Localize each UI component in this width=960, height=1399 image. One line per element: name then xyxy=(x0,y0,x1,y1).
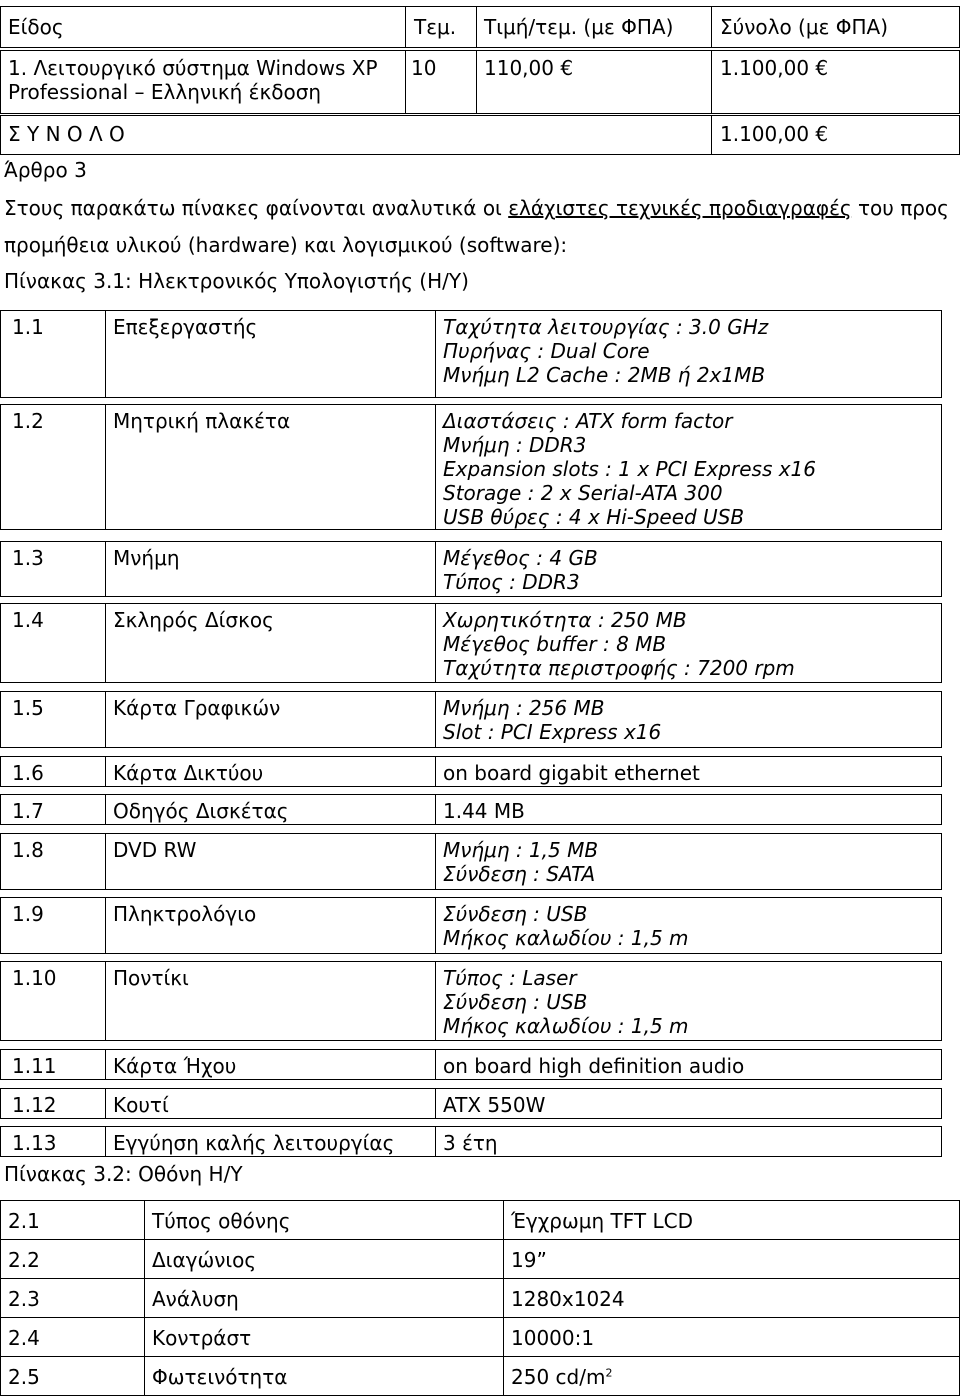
header-qty: Τεμ. xyxy=(414,15,457,39)
row-qty: 10 xyxy=(411,56,437,80)
spec-number: 1.2 xyxy=(12,409,44,433)
spec-number: 1.5 xyxy=(12,696,44,720)
spec-values xyxy=(443,409,816,529)
spec-value-line: 3 έτη xyxy=(443,1131,498,1155)
spec-name: Μνήμη xyxy=(113,546,180,570)
spec-value-line: Expansion slots : 1 x PCI Express x16 xyxy=(443,457,817,481)
spec-number: 1.10 xyxy=(12,966,57,990)
spec-number: 1.8 xyxy=(12,838,44,862)
paragraph-text-a: Στους παρακάτω πίνακες φαίνονται αναλυτικά οι xyxy=(4,196,509,220)
spec-number: 1.6 xyxy=(12,761,44,785)
monitor-value: 19” xyxy=(511,1248,547,1272)
spec-name: Ποντίκι xyxy=(113,966,189,990)
spec-value-line: Σύνδεση : USB xyxy=(443,990,588,1014)
sum-label: Σ Υ Ν Ο Λ Ο xyxy=(8,122,125,146)
spec-name: Οδηγός Δισκέτας xyxy=(113,799,289,823)
header-total: Σύνολο (με ΦΠΑ) xyxy=(720,15,889,39)
spec-name: Κάρτα Δικτύου xyxy=(113,761,264,785)
spec-value-line: 1.44 MB xyxy=(443,799,525,823)
spec-number: 1.4 xyxy=(12,608,44,632)
spec-name: Κάρτα Ήχου xyxy=(113,1054,237,1078)
row-item-line2: Professional – Ελληνική έκδοση xyxy=(8,80,322,104)
spec-number: 1.3 xyxy=(12,546,44,570)
spec-values xyxy=(443,608,795,680)
spec-value-line: Μέγεθος : 4 GB xyxy=(443,546,598,570)
spec-value-line: Μήκος καλωδίου : 1,5 m xyxy=(443,1014,689,1038)
spec-number: 1.13 xyxy=(12,1131,57,1155)
spec-values xyxy=(443,1093,545,1117)
spec-value-line: Μήκος καλωδίου : 1,5 m xyxy=(443,926,689,950)
paragraph-text-b: του προς xyxy=(851,196,949,220)
monitor-number: 2.2 xyxy=(8,1248,40,1272)
spec-name: Εγγύηση καλής λειτουργίας xyxy=(113,1131,395,1155)
table2-caption: Πίνακας 3.2: Οθόνη Η/Υ xyxy=(4,1162,243,1186)
spec-value-line: Μνήμη : 256 MB xyxy=(443,696,605,720)
spec-name: Μητρική πλακέτα xyxy=(113,409,291,433)
spec-values xyxy=(443,799,525,823)
monitor-value: 10000:1 xyxy=(511,1326,595,1350)
spec-number: 1.9 xyxy=(12,902,44,926)
row-total: 1.100,00 € xyxy=(720,56,829,80)
monitor-value: Έγχρωμη TFT LCD xyxy=(511,1209,693,1233)
spec-values xyxy=(443,546,598,594)
spec-value-line: Storage : 2 x Serial-ATA 300 xyxy=(443,481,723,505)
spec-value-line: Μνήμη L2 Cache : 2MB ή 2x1MB xyxy=(443,363,766,387)
spec-number: 1.11 xyxy=(12,1054,57,1078)
spec-value-line: on board high definition audio xyxy=(443,1054,745,1078)
spec-value-line: USB θύρες : 4 x Hi-Speed USB xyxy=(443,505,745,529)
spec-value-line: Σύνδεση : SATA xyxy=(443,862,596,886)
spec-value-line: Σύνδεση : USB xyxy=(443,902,588,926)
spec-values xyxy=(443,902,689,950)
monitor-number: 2.5 xyxy=(8,1365,40,1389)
spec-name: Σκληρός Δίσκος xyxy=(113,608,274,632)
spec-values xyxy=(443,838,598,886)
monitor-value-superscript: 2 xyxy=(605,1366,613,1380)
monitor-name: Φωτεινότητα xyxy=(152,1365,288,1389)
spec-link: ελάχιστες τεχνικές προδιαγραφές xyxy=(508,196,852,220)
monitor-name: Κοντράστ xyxy=(152,1326,252,1350)
header-unit-price: Τιμή/τεμ. (με ΦΠΑ) xyxy=(484,15,674,39)
spec-values xyxy=(443,966,689,1038)
spec-values xyxy=(443,1054,744,1078)
article-title: Άρθρο 3 xyxy=(4,158,87,182)
monitor-number: 2.1 xyxy=(8,1209,40,1233)
article-paragraph-line1 xyxy=(4,196,949,220)
spec-value-line: Μνήμη : DDR3 xyxy=(443,433,587,457)
spec-cell-values xyxy=(435,1126,942,1157)
monitor-name: Διαγώνιος xyxy=(152,1248,257,1272)
spec-number: 1.1 xyxy=(12,315,44,339)
spec-number: 1.7 xyxy=(12,799,44,823)
spec-value-line: Πυρήνας : Dual Core xyxy=(443,339,650,363)
article-paragraph-line2: προμήθεια υλικού (hardware) και λογισμικού (software): xyxy=(4,233,568,257)
spec-value-line: Slot : PCI Express x16 xyxy=(443,720,662,744)
monitor-number: 2.3 xyxy=(8,1287,40,1311)
spec-value-line: on board gigabit ethernet xyxy=(443,761,700,785)
spec-value-line: ATX 550W xyxy=(443,1093,546,1117)
spec-value-line: Ταχύτητα λειτουργίας : 3.0 GHz xyxy=(443,315,769,339)
monitor-cell-value xyxy=(503,1239,960,1279)
sum-value: 1.100,00 € xyxy=(720,122,829,146)
table1-caption: Πίνακας 3.1: Ηλεκτρονικός Υπολογιστής (Η/Υ) xyxy=(4,269,469,293)
monitor-number: 2.4 xyxy=(8,1326,40,1350)
spec-value-line: Ταχύτητα περιστροφής : 7200 rpm xyxy=(443,656,795,680)
spec-values xyxy=(443,315,768,387)
spec-values xyxy=(443,1131,498,1155)
spec-value-line: Μνήμη : 1,5 MB xyxy=(443,838,599,862)
monitor-name: Ανάλυση xyxy=(152,1287,239,1311)
monitor-value: 1280x1024 xyxy=(511,1287,625,1311)
spec-value-line: Τύπος : Laser xyxy=(443,966,577,990)
header-item: Είδος xyxy=(8,15,64,39)
spec-name: Κουτί xyxy=(113,1093,169,1117)
spec-name: Πληκτρολόγιο xyxy=(113,902,257,926)
spec-name: Κάρτα Γραφικών xyxy=(113,696,281,720)
spec-value-line: Τύπος : DDR3 xyxy=(443,570,580,594)
spec-name: DVD RW xyxy=(113,838,197,862)
monitor-name: Τύπος οθόνης xyxy=(152,1209,291,1233)
spec-values xyxy=(443,696,661,744)
spec-name: Επεξεργαστής xyxy=(113,315,258,339)
monitor-value: 250 $cd/m^2$ xyxy=(511,1365,613,1389)
spec-values xyxy=(443,761,700,785)
row-unit-price: 110,00 € xyxy=(484,56,574,80)
spec-number: 1.12 xyxy=(12,1093,57,1117)
row-item-line1: 1. Λειτουργικό σύστημα Windows XP xyxy=(8,56,378,80)
spec-value-line: Χωρητικότητα : 250 MB xyxy=(443,608,687,632)
spec-value-line: Διαστάσεις : ATX form factor xyxy=(443,409,733,433)
spec-value-line: Μέγεθος buffer : 8 MB xyxy=(443,632,667,656)
